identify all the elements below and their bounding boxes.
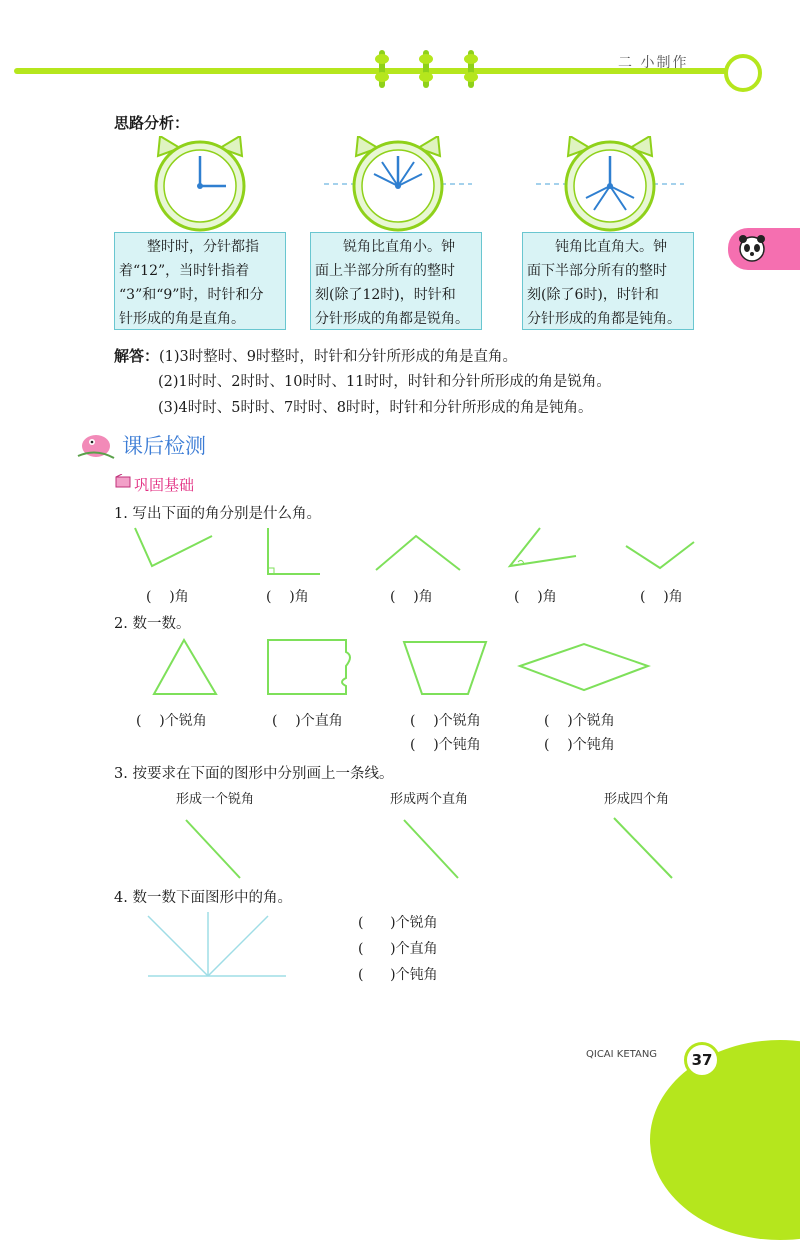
note-right-angle bbox=[114, 232, 286, 330]
q4-acute-blank[interactable]: ( )个锐角 bbox=[358, 915, 438, 931]
note-line: 面上半部分所有的整时 bbox=[315, 263, 455, 279]
q1-blank-3[interactable]: ( )角 bbox=[390, 589, 433, 605]
chapter-title: 二 小制作 bbox=[618, 55, 689, 71]
q2-shape-figures bbox=[140, 634, 660, 700]
q4-angle-figure bbox=[144, 908, 292, 982]
sub-title: 巩固基础 bbox=[134, 476, 195, 494]
section-title: 课后检测 bbox=[122, 434, 206, 458]
note-line: “3”和“9”时，时针和分 bbox=[119, 287, 264, 303]
q1-angle-figures bbox=[120, 524, 720, 580]
page-number: 37 bbox=[684, 1042, 720, 1078]
q2-trapezoid-acute-blank[interactable]: ( )个锐角 bbox=[410, 713, 481, 729]
q1-blank-4[interactable]: ( )角 bbox=[514, 589, 557, 605]
q3-label-1: 形成一个锐角 bbox=[176, 792, 255, 807]
q1-blank-1[interactable]: ( )角 bbox=[146, 589, 189, 605]
note-line: 钝角比直角大。钟 bbox=[555, 239, 667, 255]
binder-peg bbox=[379, 50, 385, 88]
q3-line-figures bbox=[180, 816, 680, 882]
q1-blank-2[interactable]: ( )角 bbox=[266, 589, 309, 605]
note-line: 锐角比直角小。钟 bbox=[343, 239, 455, 255]
q2-square-right-blank[interactable]: ( )个直角 bbox=[272, 713, 343, 729]
answer-text: (1)3时整时、9时整时，时针和分针所形成的角是直角。 bbox=[159, 349, 518, 365]
answer-label: 解答： bbox=[114, 347, 160, 365]
footer-decoration bbox=[650, 1040, 800, 1240]
question-4: 4. 数一数下面图形中的角。 bbox=[114, 890, 292, 906]
note-line: 分针形成的角都是锐角。 bbox=[315, 311, 469, 327]
q1-blank-5[interactable]: ( )角 bbox=[640, 589, 683, 605]
note-line: 针形成的角是直角。 bbox=[119, 311, 245, 327]
question-2: 2. 数一数。 bbox=[114, 616, 191, 632]
q4-obtuse-blank[interactable]: ( )个钝角 bbox=[358, 967, 438, 983]
analysis-heading: 思路分析： bbox=[114, 114, 190, 132]
book-icon bbox=[114, 474, 134, 490]
q2-rhombus-obtuse-blank[interactable]: ( )个钝角 bbox=[544, 737, 615, 753]
q4-right-blank[interactable]: ( )个直角 bbox=[358, 941, 438, 957]
question-1: 1. 写出下面的角分别是什么角。 bbox=[114, 506, 321, 522]
clock-acute-angle-figure bbox=[316, 136, 480, 238]
mascot-bird-icon bbox=[74, 428, 118, 462]
q2-rhombus-acute-blank[interactable]: ( )个锐角 bbox=[544, 713, 615, 729]
note-line: 面下半部分所有的整时 bbox=[527, 263, 667, 279]
q2-trapezoid-obtuse-blank[interactable]: ( )个钝角 bbox=[410, 737, 481, 753]
note-obtuse-angle bbox=[522, 232, 694, 330]
binder-peg bbox=[468, 50, 474, 88]
footer-brand: QICAI KETANG bbox=[586, 1049, 658, 1060]
mascot-icon bbox=[724, 54, 762, 92]
answer-line-3: (3)4时时、5时时、7时时、8时时，时针和分针所形成的角是钝角。 bbox=[158, 400, 593, 416]
binder-peg bbox=[423, 50, 429, 88]
clock-obtuse-angle-figure bbox=[528, 136, 692, 238]
note-line: 着“12”，当时针指着 bbox=[119, 263, 250, 279]
clock-right-angle-figure bbox=[118, 136, 282, 238]
answer-line-2: (2)1时时、2时时、10时时、11时时，时针和分针所形成的角是锐角。 bbox=[158, 374, 611, 390]
question-3: 3. 按要求在下面的图形中分别画上一条线。 bbox=[114, 766, 394, 782]
note-line: 刻(除了6时)，时针和 bbox=[527, 287, 659, 303]
q2-triangle-acute-blank[interactable]: ( )个锐角 bbox=[136, 713, 207, 729]
panda-icon bbox=[736, 232, 768, 264]
note-line: 分针形成的角都是钝角。 bbox=[527, 311, 681, 327]
note-line: 整时时，分针都指 bbox=[147, 239, 259, 255]
answer-line-1 bbox=[114, 345, 517, 366]
q3-label-2: 形成两个直角 bbox=[390, 792, 469, 807]
q3-label-3: 形成四个角 bbox=[604, 792, 670, 807]
note-acute-angle bbox=[310, 232, 482, 330]
note-line: 刻(除了12时)，时针和 bbox=[315, 287, 456, 303]
